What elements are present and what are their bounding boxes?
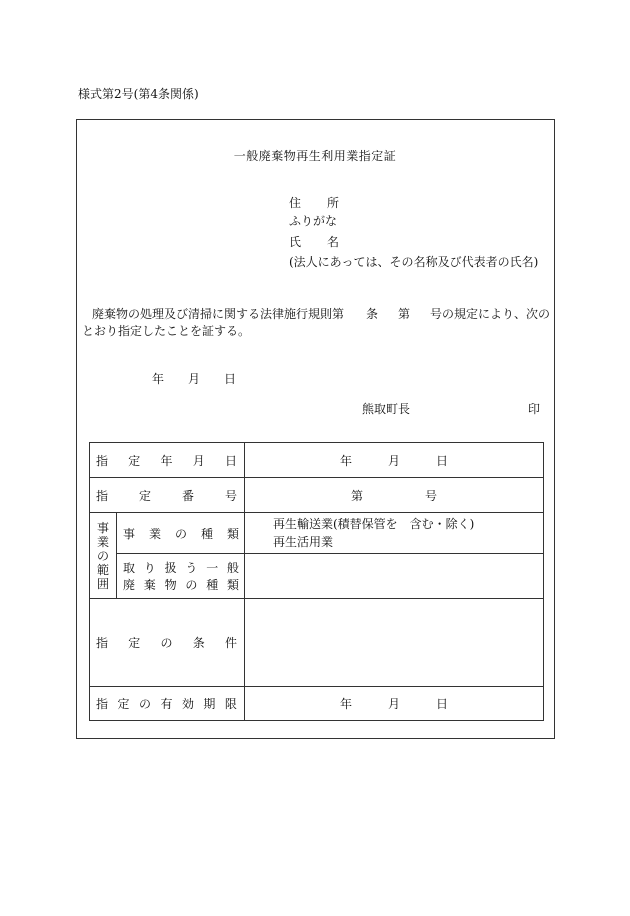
certification-statement: 廃棄物の処理及び清掃に関する法律施行規則第 条 第 号の規定により、次のとおり指定したことを証する。 [82,307,551,338]
seal-mark: 印 [528,402,541,416]
waste-type-label: 取 り 扱 う 一 般 廃 棄 物 の 種 類 [117,554,245,599]
business-scope-label: 事 業 の 範 囲 [90,513,117,599]
designation-date-label: 指 定 年 月 日 [90,443,245,478]
table-row [90,687,544,721]
table-row [90,599,544,687]
table-row [90,513,544,554]
form-number-label: 様式第2号(第4条関係) [78,87,199,101]
waste-type-value [245,554,544,599]
name-label: 氏 名 [289,235,340,249]
business-type-label: 事 業 の 種 類 [117,513,245,554]
validity-label: 指 定 の 有 効 期 限 [90,687,245,721]
conditions-label: 指 定 の 条 件 [90,599,245,687]
corporate-note: (法人にあっては、その名称及び代表者の氏名) [289,255,539,269]
business-type-value: 再生輸送業(積替保管を 含む・除く) 再生活用業 [245,513,544,554]
designation-date-value: 年 月 日 [245,443,544,478]
designation-number-label: 指 定 番 号 [90,478,245,513]
address-label: 住 所 [289,196,340,210]
designation-table [89,442,544,721]
issuer-name: 熊取町長 [362,402,411,416]
table-row [90,478,544,513]
furigana-label: ふりがな [289,214,338,228]
table-row [90,443,544,478]
issue-date: 年 月 日 [152,372,237,386]
designation-number-value: 第 号 [245,478,544,513]
table-row [90,554,544,599]
validity-value: 年 月 日 [245,687,544,721]
conditions-value [245,599,544,687]
certificate-title: 一般廃棄物再生利用業指定証 [233,149,397,163]
